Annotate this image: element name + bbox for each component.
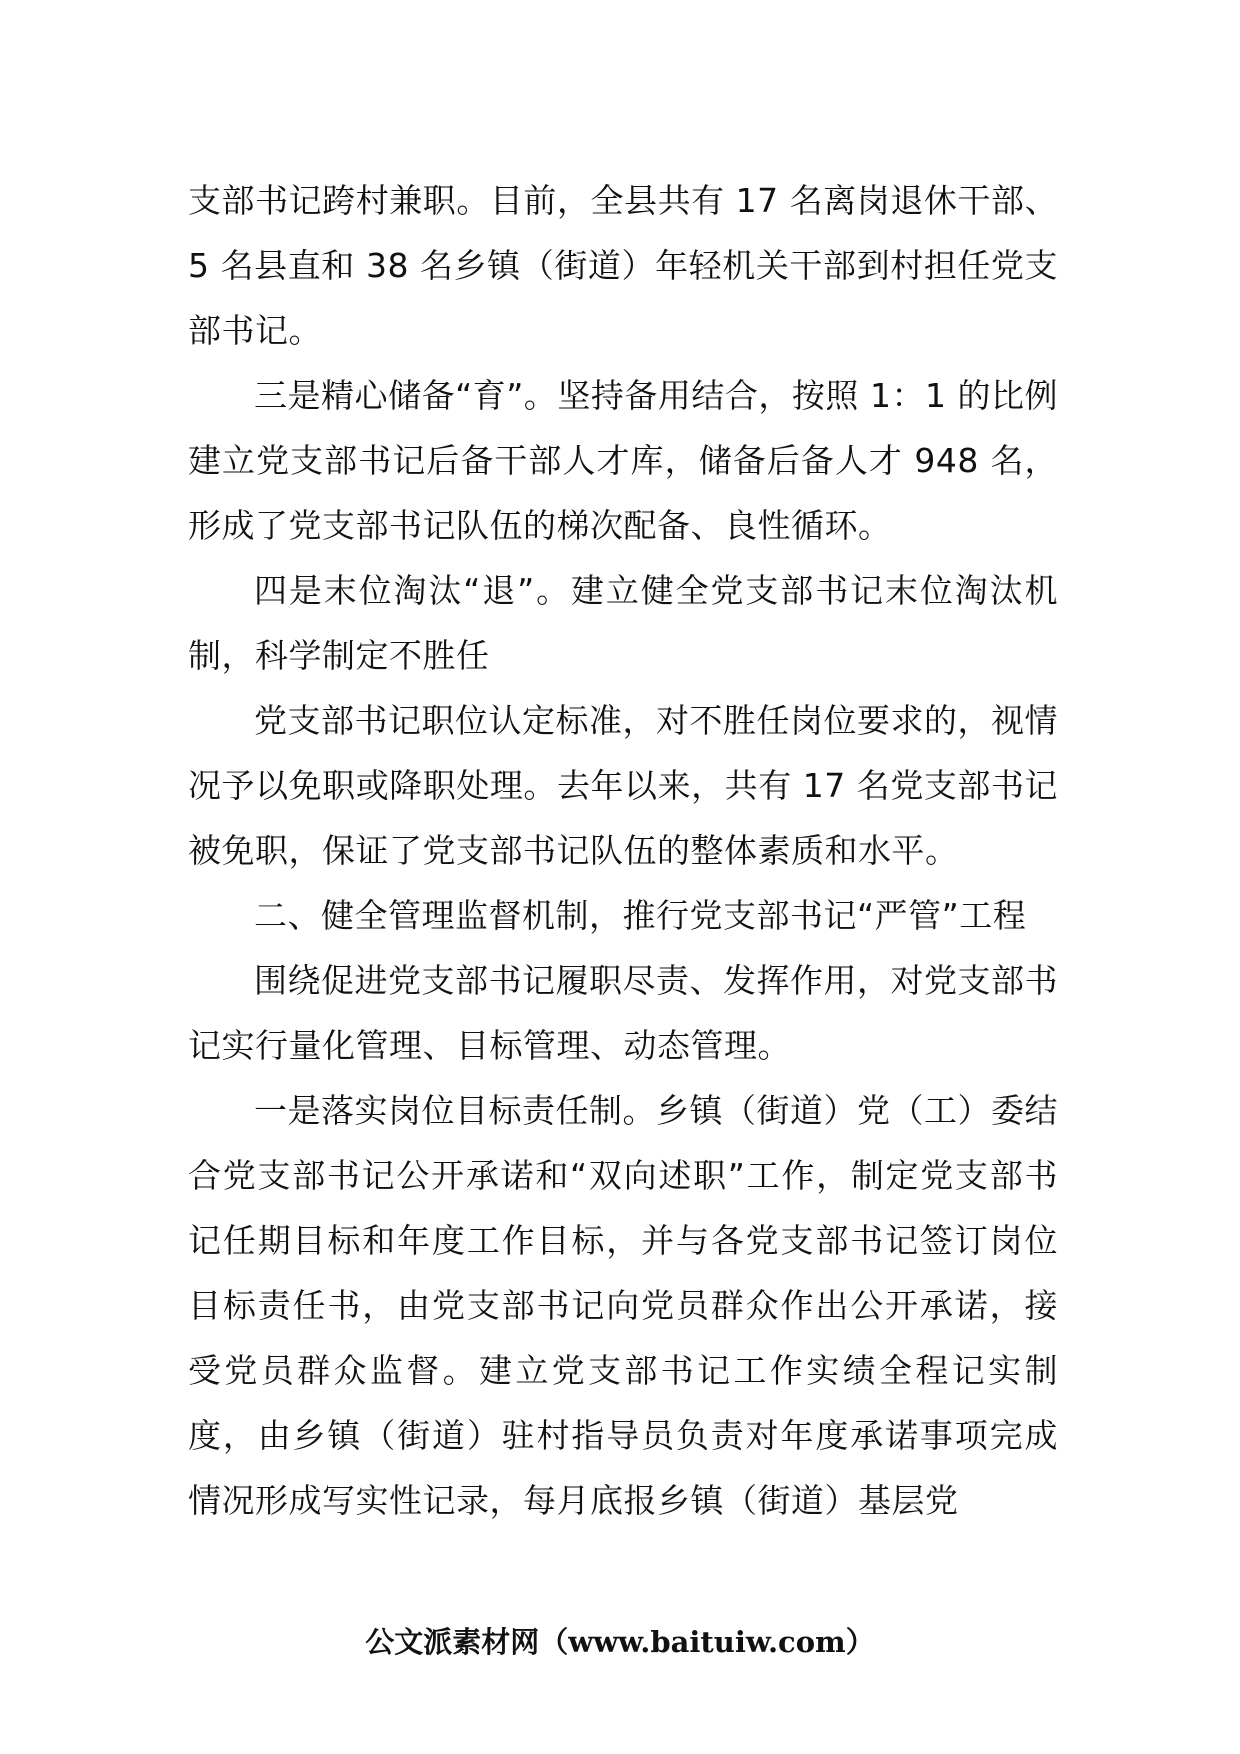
section-heading: 二、健全管理监督机制，推行党支部书记“严管”工程	[254, 896, 1027, 935]
paragraph-6: 围绕促进党支部书记履职尽责、发挥作用，对党支部书记实行量化管理、目标管理、动态管理。	[188, 961, 1058, 1065]
paragraph-3: 四是末位淘汰“退”。建立健全党支部书记末位淘汰机制，科学制定不胜任	[188, 571, 1058, 675]
paragraph-1: 支部书记跨村兼职。目前，全县共有 17 名离岗退休干部、5 名县直和 38 名乡镇（街道）年轻机关干部到村担任党支部书记。	[188, 181, 1058, 350]
paragraph-7: 一是落实岗位目标责任制。乡镇（街道）党（工）委结合党支部书记公开承诺和“双向述职”工作，制定党支部书记任期目标和年度工作目标，并与各党支部书记签订岗位目标责任书，由党支部书记向党员群众作出公开承诺，接受党员群众监督。建立党支部书记工作实绩全程记实制度，由乡镇（街道）驻村指导员负责对年度承诺事项完成情况形成写实性记录，每月底报乡镇（街道）基层党	[188, 1091, 1058, 1520]
paragraph-2: 三是精心储备“育”。坚持备用结合，按照 1：1 的比例建立党支部书记后备干部人才库，储备后备人才 948 名，形成了党支部书记队伍的梯次配备、良性循环。	[188, 376, 1058, 545]
footer-watermark: 公文派素材网（www.baituiw.com）	[365, 1625, 875, 1659]
paragraph-4: 党支部书记职位认定标准，对不胜任岗位要求的，视情况予以免职或降职处理。去年以来，共有 17 名党支部书记被免职，保证了党支部书记队伍的整体素质和水平。	[188, 701, 1058, 870]
document-body	[188, 168, 1058, 1533]
